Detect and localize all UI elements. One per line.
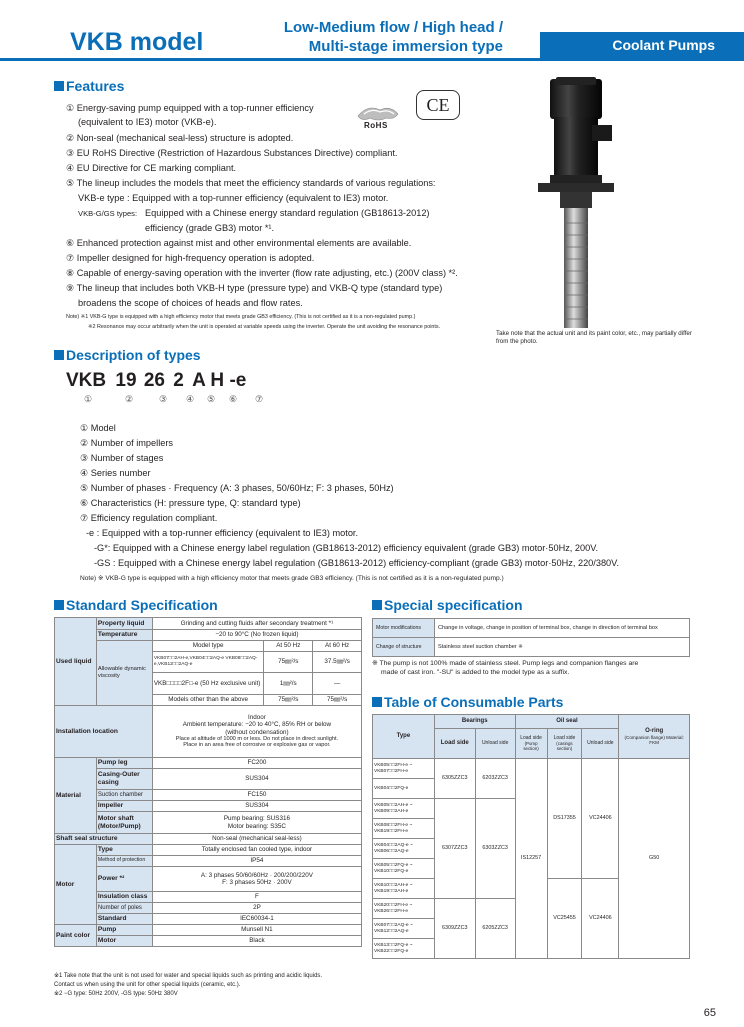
photo-note: Take note that the actual unit and its paint color, etc., may partially differ from the photo. — [496, 330, 692, 346]
features-note: Note) ※1 VKB-G type is equipped with a high efficiency motor that meets grade GB3 efficiency. (This is not certified as it is a non-regulated pump.) — [66, 314, 416, 320]
type-cell: VKB04□□2FQ-e — [373, 779, 435, 799]
type-item: ③ Number of stages — [80, 453, 164, 463]
heading-square-icon — [372, 697, 382, 707]
paint-pump-value: Munsell N1 — [152, 925, 361, 936]
motor-label: Motor — [55, 845, 97, 925]
ce-mark: CE — [416, 90, 460, 120]
feature-item: (equivalent to IE3) motor (VKB-e). — [78, 117, 217, 127]
features-note: ※2 Resonance may occur arbitrarily when the unit is operated at variable speeds using the inverter. Operate the unit avoiding the resonance points. — [88, 324, 441, 330]
special-note: ※ The pump is not 100% made of stainless steel. Pump legs and companion flanges are — [372, 660, 639, 667]
bearing-unload: 6303ZZC3 — [475, 799, 515, 899]
bearing-unload: 6203ZZC3 — [475, 759, 515, 799]
impeller-value: SUS304 — [152, 801, 361, 812]
oil-seal-header: Oil seal — [515, 715, 619, 729]
feature-item: efficiency (grade GB3) motor *¹. — [145, 223, 275, 233]
subtitle-line1: Low-Medium flow / High head / — [283, 19, 503, 36]
type-code-part: 26 — [143, 370, 165, 391]
seal-label: Shaft seal structure — [55, 834, 153, 845]
type-code-num: ③ — [159, 394, 168, 404]
special-note: made of cast iron. "-SU" is added to the model type as a suffix. — [381, 669, 570, 676]
bearing-load: 6309ZZC3 — [434, 899, 475, 959]
feature-item: ⑧ Capable of energy-saving operation with the inverter (flow rate adjusting, etc.) (200V class) *². — [66, 268, 458, 278]
page-number: 65 — [703, 1007, 716, 1019]
installation-label: Installation location — [55, 706, 153, 758]
viscosity-value: 75㎜²/s — [264, 695, 313, 706]
feature-item: Equipped with a Chinese energy standard regulation (GB18613-2012) — [145, 208, 430, 218]
unload-side-header: Unload side — [582, 729, 619, 759]
feature-item: ① Energy-saving pump equipped with a top-runner efficiency — [66, 103, 314, 113]
type-item: ⑤ Number of phases · Frequency (A: 3 phases, 50/60Hz; F: 3 phases, 50Hz) — [80, 483, 394, 493]
type-item: ① Model — [80, 423, 116, 433]
type-code-part: 2 — [173, 370, 184, 391]
special-spec-table — [372, 618, 690, 657]
viscosity-models: VKB□□□□2F□-e (50 Hz exclusive unit) — [152, 673, 264, 695]
standard-value: IEC60034-1 — [152, 914, 361, 925]
protection-value: IP54 — [152, 856, 361, 867]
paint-label: Paint color — [55, 925, 97, 947]
type-item: -G*: Equipped with a Chinese energy label regulation (GB18613-2012) efficiency equivalent (grade GB3) motor·50Hz, 200V. — [94, 543, 599, 553]
type-cell: VKB07□□2AQ-e ~ VKB12□□2AQ-e — [373, 919, 435, 939]
motor-type-label: Type — [96, 845, 152, 856]
special-row-value: Change in voltage, change in position of terminal box, change in direction of terminal box — [435, 619, 690, 638]
subtitle-line2: Multi-stage immersion type — [308, 38, 503, 55]
viscosity-header: At 50 Hz — [264, 641, 313, 652]
standard-spec-table — [54, 617, 362, 947]
feature-item: ⑦ Impeller designed for high-frequency operation is adopted. — [66, 253, 315, 263]
pump-leg-label: Pump leg — [96, 758, 152, 769]
type-code-num: ⑥ — [229, 394, 238, 404]
type-cell: VKB05□□2FH-e ~ VKB07□□2FH-e — [373, 759, 435, 779]
standard-label: Standard — [96, 914, 152, 925]
type-code-num: ① — [84, 394, 93, 404]
type-item: ⑥ Characteristics (H: pressure type, Q: standard type) — [80, 498, 301, 508]
rohs-logo: RoHS — [350, 102, 406, 132]
shaft-value: Pump bearing: SUS316 Motor bearing: S35C — [152, 812, 361, 834]
bearing-load: 6305ZZC3 — [434, 759, 475, 799]
unload-side-header: Unload side — [475, 729, 515, 759]
poles-label: Number of poles — [96, 903, 152, 914]
viscosity-value: — — [313, 673, 362, 695]
load-side-pump-header: Load side (Pump section) — [515, 729, 547, 759]
type-code-part: 19 — [115, 370, 137, 391]
category-label: Coolant Pumps — [612, 37, 715, 53]
header-rule — [0, 58, 744, 61]
type-cell: VKB08□□2FH-e ~ VKB19□□2FH-e — [373, 819, 435, 839]
oring-value: G50 — [619, 759, 690, 959]
load-side-casings-header: Load side (casings section) — [547, 729, 582, 759]
bearing-unload: 6205ZZC3 — [475, 899, 515, 959]
oil-seal-casings: DS17355 — [547, 759, 582, 879]
feature-item: ③ EU RoHS Directive (Restriction of Hazardous Substances Directive) compliant. — [66, 148, 398, 158]
special-spec-heading: Special specification — [372, 597, 523, 613]
suction-value: FC150 — [152, 790, 361, 801]
type-cell: VKB20□□2FH-e ~ VKB26□□2FH-e — [373, 899, 435, 919]
type-cell: VKB10□□2AH-e ~ VKB19□□2AH-e — [373, 879, 435, 899]
viscosity-value: 37.5㎜²/s — [313, 652, 362, 673]
temperature-label: Temperature — [96, 630, 152, 641]
paint-motor-value: Black — [152, 936, 361, 947]
type-item: -GS : Equipped with a Chinese energy label regulation (GB18613-2012) efficiency-compliant (grade GB3) motor·50Hz, 220/380V. — [94, 558, 620, 568]
features-heading: Features — [54, 78, 124, 94]
viscosity-value: 1㎜²/s — [264, 673, 313, 695]
pump-photo — [490, 75, 690, 330]
paint-motor-label: Motor — [96, 936, 152, 947]
material-label: Material — [55, 758, 97, 834]
property-liquid-value: Grinding and cutting fluids after secondary treatment *¹ — [152, 618, 361, 630]
motor-type-value: Totally enclosed fan cooled type, indoor — [152, 845, 361, 856]
special-row-label: Motor modifications — [373, 619, 435, 638]
bearings-header: Bearings — [434, 715, 515, 729]
feature-item: ⑨ The lineup that includes both VKB-H type (pressure type) and VKB-Q type (standard type) — [66, 283, 443, 293]
type-code-part: -e — [229, 370, 247, 391]
power-value: A: 3 phases 50/60/60Hz · 200/200/220V F: 3 phases 50Hz · 200V — [152, 867, 361, 892]
seal-value: Non-seal (mechanical seal-less) — [152, 834, 361, 845]
types-heading: Description of types — [54, 347, 201, 363]
type-item: ② Number of impellers — [80, 438, 173, 448]
heading-square-icon — [54, 350, 64, 360]
paint-pump-label: Pump — [96, 925, 152, 936]
type-cell: VKB13□□2FQ-e ~ VKB22□□2FQ-e — [373, 939, 435, 959]
pump-leg-value: FC200 — [152, 758, 361, 769]
viscosity-models: VKB07□□2AH-e,VKB04□□2AQ-e VKB08□□2AQ-e,VKB12□□2AQ-e — [152, 652, 264, 673]
heading-square-icon — [54, 81, 64, 91]
type-code-num: ⑦ — [255, 394, 264, 404]
feature-item: broadens the scope of choices of heads and flow rates. — [78, 298, 303, 308]
consumables-heading: Table of Consumable Parts — [372, 694, 563, 710]
type-cell: VKB05□□2FQ-e ~ VKB10□□2FQ-e — [373, 859, 435, 879]
feature-item: VKB-G/GS types: — [78, 209, 138, 218]
property-liquid-label: Property liquid — [96, 618, 152, 630]
bearing-load: 6307ZZC3 — [434, 799, 475, 899]
feature-item: ⑤ The lineup includes the models that meet the efficiency standards of various regulations: — [66, 178, 436, 188]
type-code-part: VKB — [66, 370, 107, 391]
feature-item: ⑥ Enhanced protection against mist and other environmental elements are available. — [66, 238, 412, 248]
viscosity-value: 75㎜²/s — [264, 652, 313, 673]
oil-seal-unload: VC24406 — [582, 759, 619, 879]
viscosity-value: 75㎜²/s — [313, 695, 362, 706]
power-label: Power *² — [96, 867, 152, 892]
oil-seal-unload: VC24406 — [582, 879, 619, 959]
shaft-label: Motor shaft (Motor/Pump) — [96, 812, 152, 834]
page-title: VKB model — [70, 28, 204, 56]
viscosity-header: At 60 Hz — [313, 641, 362, 652]
oring-header: O-ring (Companion flange) Material: FKM — [619, 715, 690, 759]
type-cell: VKB05□□2AH-e ~ VKB09□□2AH-e — [373, 799, 435, 819]
type-item: ④ Series number — [80, 468, 151, 478]
type-code — [66, 370, 246, 392]
suction-label: Suction chamber — [96, 790, 152, 801]
insulation-label: Insulation class — [96, 892, 152, 903]
viscosity-models: Models other than the above — [152, 695, 264, 706]
types-note: Note) ※ VKB-G type is equipped with a high efficiency motor that meets grade GB3 efficiency. (This is not certified as it is a non-regulated pump.) — [80, 575, 504, 582]
type-code-part: H — [210, 370, 225, 391]
special-row-value: Stainless steel suction chamber ※ — [435, 638, 690, 657]
type-code-num: ④ — [186, 394, 195, 404]
casing-label: Casing-Outer casing — [96, 769, 152, 790]
oil-seal-pump: IS12257 — [515, 759, 547, 959]
oil-seal-casings: VC25455 — [547, 879, 582, 959]
protection-label: Method of protection — [96, 856, 152, 867]
insulation-value: F — [152, 892, 361, 903]
type-item: -e : Equipped with a top-runner efficiency (equivalent to IE3) motor. — [86, 528, 359, 538]
viscosity-label: Allowable dynamic viscosity — [96, 641, 152, 706]
type-cell: VKB04□□2AQ-e ~ VKB06□□2AQ-e — [373, 839, 435, 859]
category-band — [540, 32, 744, 58]
consumables-table — [372, 714, 690, 959]
type-code-part: A — [192, 370, 206, 391]
impeller-label: Impeller — [96, 801, 152, 812]
used-liquid-label: Used liquid — [55, 618, 97, 706]
special-row-label: Change of structure — [373, 638, 435, 657]
spec-note: Contact us when using the unit for other special liquids (ceramic, etc.). — [54, 982, 241, 988]
heading-square-icon — [54, 600, 64, 610]
spec-note: ※2 −G type: 50Hz 200V, -GS type: 50Hz 380V — [54, 991, 178, 997]
type-header: Type — [373, 715, 435, 759]
type-item: ⑦ Efficiency regulation compliant. — [80, 513, 218, 523]
feature-item: ④ EU Directive for CE marking compliant. — [66, 163, 237, 173]
installation-value: Indoor Ambient temperature: −20 to 40°C, 85% RH or below (without condensation) Place at altitude of 1000 m or less. Do not place in direct sunlight. Place in an area free of corrosive or explosive gas or vapor. — [152, 706, 361, 758]
viscosity-header: Model type — [152, 641, 264, 652]
feature-item: VKB-e type : Equipped with a top-runner efficiency (equivalent to IE3) motor. — [78, 193, 389, 203]
type-code-num: ② — [125, 394, 134, 404]
spec-note: ※1 Take note that the unit is not used for water and special liquids such as printing and acidic liquids. — [54, 973, 323, 979]
feature-item: ② Non-seal (mechanical seal-less) structure is adopted. — [66, 133, 294, 143]
type-code-num: ⑤ — [207, 394, 216, 404]
load-side-header: Load side — [434, 729, 475, 759]
standard-spec-heading: Standard Specification — [54, 597, 218, 613]
poles-value: 2P — [152, 903, 361, 914]
temperature-value: −20 to 90°C (No frozen liquid) — [152, 630, 361, 641]
casing-value: SUS304 — [152, 769, 361, 790]
heading-square-icon — [372, 600, 382, 610]
